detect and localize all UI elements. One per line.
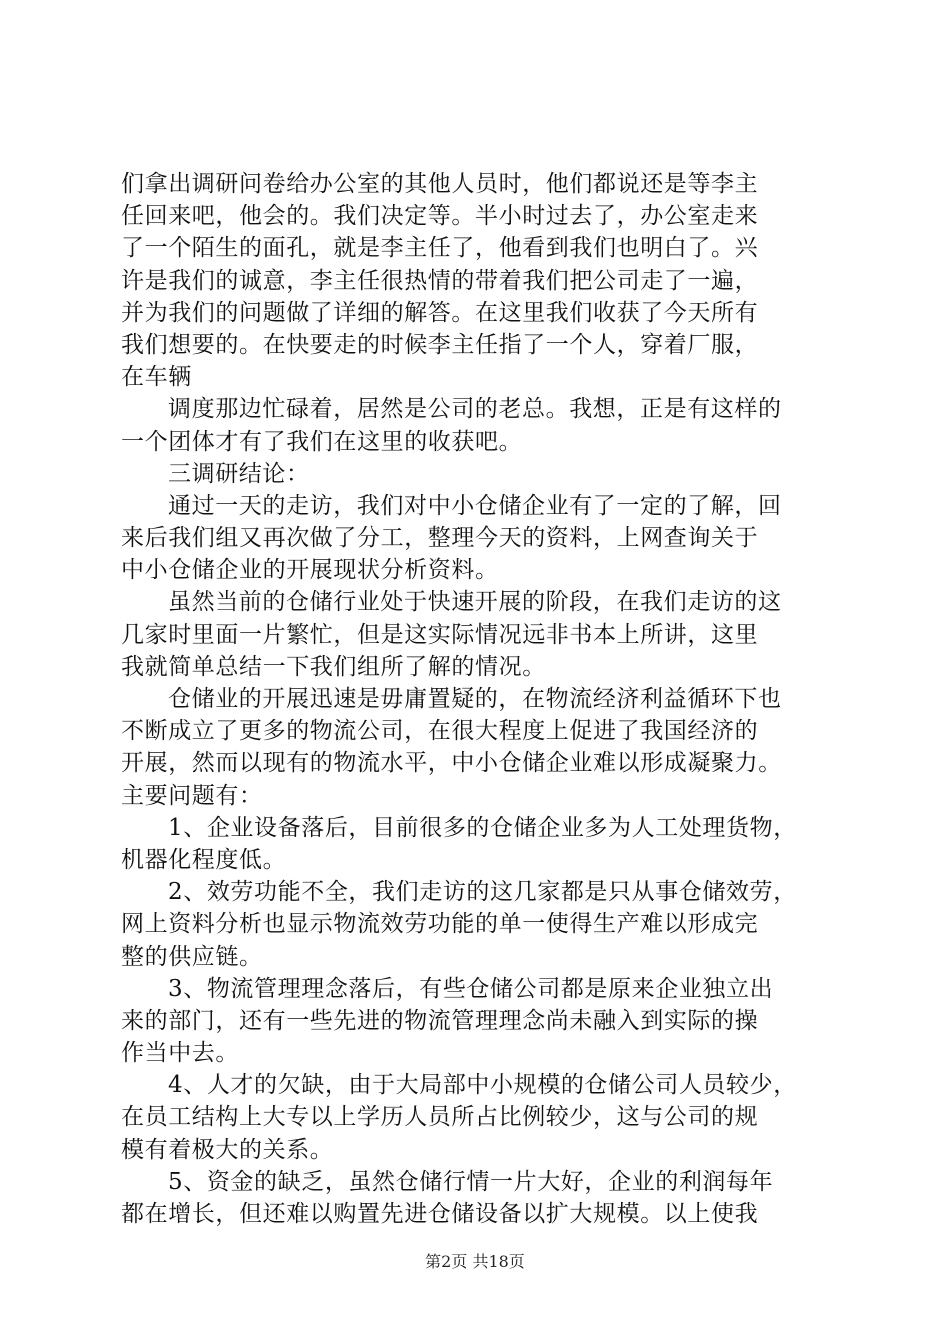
list-item: 1、企业设备落后，目前很多的仓储企业多为人工处理货物， (168, 814, 797, 841)
text-line: 调度那边忙碌着，居然是公司的老总。我想，正是有这样的 (168, 396, 782, 423)
text-line: 不断成立了更多的物流公司，在很大程度上促进了我国经济的 (121, 718, 759, 745)
text-line: 们拿出调研问卷给办公室的其他人员时，他们都说还是等李主 (121, 171, 759, 197)
text-line: 都在增长，但还难以购置先进仓储设备以扩大规模。以上使我 (121, 1201, 759, 1227)
page-footer: 第2页 共18页 (425, 1252, 525, 1271)
list-item: 2、效劳功能不全，我们走访的这几家都是只从事仓储效劳， (168, 879, 797, 906)
text-line: 主要问题有： (121, 782, 263, 809)
text-line: 开展，然而以现有的物流水平，中小仓储企业难以形成凝聚力。 (121, 750, 782, 777)
text-line: 虽然当前的仓储行业处于快速开展的阶段，在我们走访的这 (168, 589, 782, 616)
list-item: 3、物流管理理念落后，有些仓储公司都是原来企业独立出 (168, 975, 774, 1002)
list-item: 5、资金的缺乏，虽然仓储行情一片大好，企业的利润每年 (168, 1168, 774, 1195)
text-line: 一个团体才有了我们在这里的收获吧。 (121, 428, 523, 455)
text-line: 了一个陌生的面孔，就是李主任了，他看到我们也明白了。兴 (121, 235, 759, 262)
list-item: 4、人才的欠缺，由于大局部中小规模的仓储公司人员较少， (168, 1072, 797, 1099)
text-line: 我就简单总结一下我们组所了解的情况。 (121, 653, 546, 680)
document-body (121, 168, 833, 1230)
text-line: 模有着极大的关系。 (121, 1136, 334, 1163)
text-line: 许是我们的诚意，李主任很热情的带着我们把公司走了一遍， (121, 267, 759, 294)
text-line: 在车辆 (121, 364, 192, 391)
section-heading: 三调研结论： (168, 460, 310, 487)
text-line: 我们想要的。在快要走的时候李主任指了一个人，穿着厂服， (121, 331, 759, 358)
text-line: 来的部门，还有一些先进的物流管理理念尚未融入到实际的操 (121, 1007, 759, 1034)
text-line: 任回来吧，他会的。我们决定等。半小时过去了，办公室走来 (121, 203, 759, 230)
text-line: 仓储业的开展迅速是毋庸置疑的，在物流经济利益循环下也 (168, 686, 782, 712)
text-line: 中小仓储企业的开展现状分析资料。 (121, 557, 499, 584)
text-line: 整的供应链。 (121, 943, 263, 970)
text-line: 通过一天的走访，我们对中小仓储企业有了一定的了解，回 (168, 492, 782, 519)
text-line: 在员工结构上大专以上学历人员所占比例较少，这与公司的规 (121, 1104, 759, 1131)
text-line: 网上资料分析也显示物流效劳功能的单一使得生产难以形成完 (121, 911, 759, 938)
text-line: 来后我们组又再次做了分工，整理今天的资料，上网查询关于 (121, 525, 759, 552)
text-line: 作当中去。 (121, 1040, 239, 1067)
text-line: 并为我们的问题做了详细的解答。在这里我们收获了今天所有 (121, 299, 759, 326)
text-line: 机器化程度低。 (121, 846, 287, 873)
text-line: 几家时里面一片繁忙，但是这实际情况远非书本上所讲，这里 (121, 621, 759, 648)
